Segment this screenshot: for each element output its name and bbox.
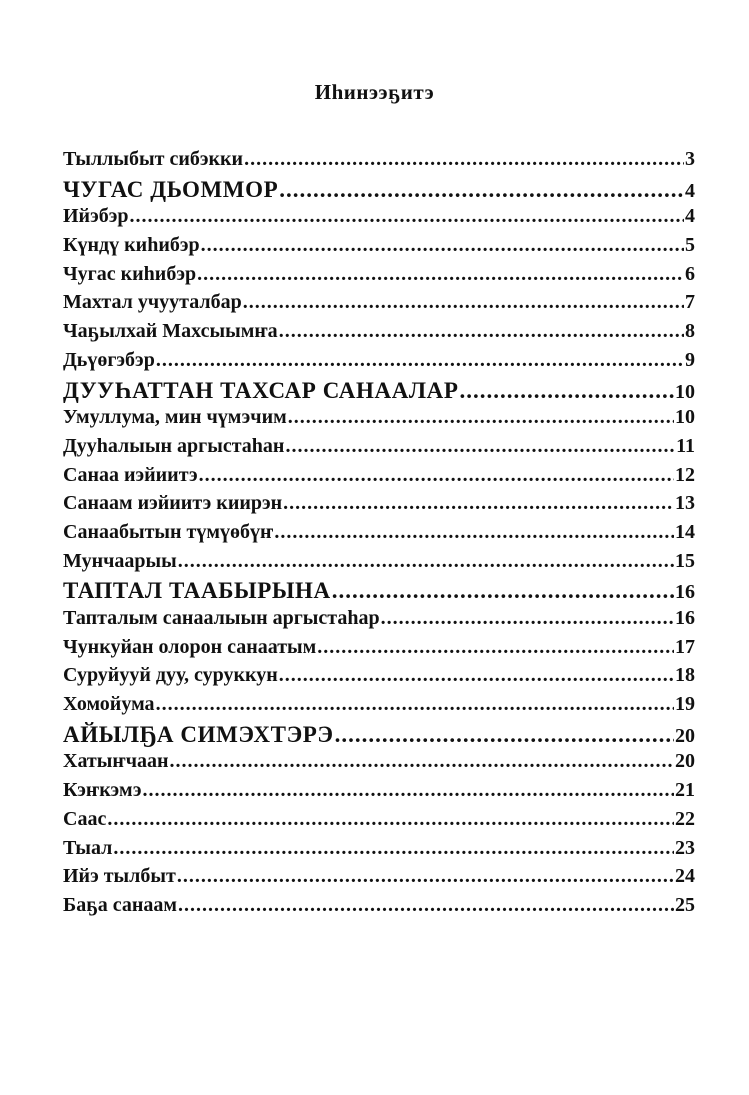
dot-leader bbox=[381, 607, 674, 630]
toc-page-number: 16 bbox=[675, 607, 695, 629]
toc-page-number: 14 bbox=[675, 520, 695, 543]
table-of-contents bbox=[63, 148, 695, 923]
toc-entry bbox=[63, 148, 695, 177]
dot-leader bbox=[317, 636, 674, 659]
toc-page-number: 18 bbox=[675, 664, 695, 687]
toc-section-heading bbox=[63, 177, 695, 206]
toc-entry-label: Махтал учууталбар bbox=[63, 291, 242, 314]
toc-page-number: 4 bbox=[685, 179, 695, 202]
toc-entry-label: ЧУГАС ДЬОММОР bbox=[63, 176, 279, 202]
dot-leader bbox=[197, 263, 684, 286]
toc-entry bbox=[63, 291, 695, 320]
toc-page-number: 6 bbox=[685, 262, 695, 285]
toc-entry-label: Суруйууй дуу, суруккун bbox=[63, 664, 278, 687]
toc-section-heading bbox=[63, 378, 695, 407]
toc-entry bbox=[63, 435, 695, 464]
toc-entry-label: Умуллума, мин чүмэчим bbox=[63, 406, 287, 429]
toc-entry-label: Тыллыбыт сибэкки bbox=[63, 148, 244, 170]
toc-entry-label: Дьүөгэбэр bbox=[63, 348, 155, 371]
toc-page-number: 24 bbox=[675, 865, 695, 888]
toc-page-number: 22 bbox=[675, 807, 695, 830]
toc-page-number: 10 bbox=[675, 380, 695, 403]
toc-entry-label: Санаабытын түмүөбүҥ bbox=[63, 520, 274, 543]
toc-entry bbox=[63, 320, 695, 349]
dot-leader bbox=[285, 435, 675, 458]
dot-leader bbox=[243, 291, 684, 314]
toc-entry-label: Баҕа санаам bbox=[63, 893, 178, 916]
toc-page-number: 21 bbox=[675, 779, 695, 802]
toc-entry-label: АЙЫЛҔА СИМЭХТЭРЭ bbox=[63, 721, 334, 747]
toc-entry-label: Тыал bbox=[63, 836, 113, 859]
toc-page-number: 10 bbox=[675, 406, 695, 429]
toc-entry-label: Чугас киһибэр bbox=[63, 262, 197, 285]
toc-entry bbox=[63, 263, 695, 292]
toc-page-number: 25 bbox=[675, 893, 695, 916]
toc-entry bbox=[63, 808, 695, 837]
toc-page-number: 12 bbox=[675, 463, 695, 486]
dot-leader bbox=[107, 808, 674, 831]
page-title: Иһинээҕитэ bbox=[314, 80, 435, 104]
toc-entry-label: ДУУҺАТТАН ТАХСАР САНААЛАР bbox=[63, 377, 459, 403]
toc-section-heading bbox=[63, 578, 695, 607]
toc-page-number: 5 bbox=[685, 234, 695, 257]
dot-leader bbox=[283, 492, 674, 515]
toc-page-number: 20 bbox=[675, 724, 695, 747]
toc-entry-label: Чункуйан олорон санаатым bbox=[63, 635, 317, 658]
toc-entry bbox=[63, 521, 695, 550]
dot-leader bbox=[332, 578, 674, 604]
toc-entry bbox=[63, 550, 695, 579]
dot-leader bbox=[244, 148, 684, 171]
dot-leader bbox=[130, 205, 685, 228]
toc-entry bbox=[63, 492, 695, 521]
toc-page-number: 20 bbox=[675, 750, 695, 773]
dot-leader bbox=[170, 750, 674, 773]
dot-leader bbox=[178, 894, 674, 917]
toc-entry-label: Чаҕылхай Махсыымҥа bbox=[63, 320, 278, 343]
dot-leader bbox=[142, 779, 674, 802]
toc-entry-label: Дууһалыын аргыстаһан bbox=[63, 434, 285, 457]
dot-leader bbox=[178, 550, 674, 573]
toc-entry bbox=[63, 865, 695, 894]
toc-page-number: 13 bbox=[675, 492, 695, 515]
dot-leader bbox=[274, 521, 674, 544]
toc-entry-label: Хатыҥчаан bbox=[63, 750, 169, 773]
dot-leader bbox=[177, 865, 674, 888]
toc-page-number: 17 bbox=[675, 635, 695, 658]
toc-entry-label: Хомойума bbox=[63, 693, 155, 716]
dot-leader bbox=[279, 664, 674, 687]
toc-page-number: 4 bbox=[685, 205, 695, 228]
dot-leader bbox=[288, 406, 674, 429]
dot-leader bbox=[460, 378, 674, 404]
toc-page-number: 3 bbox=[685, 148, 695, 170]
toc-entry bbox=[63, 750, 695, 779]
dot-leader bbox=[156, 693, 674, 716]
toc-page-number: 11 bbox=[676, 434, 695, 457]
toc-entry-label: Кэҥкэмэ bbox=[63, 779, 142, 802]
dot-leader bbox=[201, 234, 684, 257]
toc-entry-label: Санаа иэйиитэ bbox=[63, 463, 198, 486]
toc-entry-label: Санаам иэйиитэ киирэн bbox=[63, 492, 283, 515]
toc-page-number: 7 bbox=[685, 291, 695, 314]
toc-entry bbox=[63, 349, 695, 378]
toc-entry bbox=[63, 205, 695, 234]
toc-entry bbox=[63, 894, 695, 923]
dot-leader bbox=[279, 177, 684, 203]
toc-entry-label: Күндү киһибэр bbox=[63, 234, 200, 257]
toc-page-number: 16 bbox=[675, 581, 695, 604]
dot-leader bbox=[335, 722, 674, 748]
toc-page-number: 15 bbox=[675, 549, 695, 572]
toc-entry bbox=[63, 664, 695, 693]
toc-entry bbox=[63, 693, 695, 722]
toc-entry bbox=[63, 837, 695, 866]
toc-entry bbox=[63, 636, 695, 665]
toc-page-number: 23 bbox=[675, 836, 695, 859]
dot-leader bbox=[156, 349, 684, 372]
toc-entry bbox=[63, 464, 695, 493]
toc-entry-label: Ийэбэр bbox=[63, 205, 129, 228]
toc-entry-label: Саас bbox=[63, 807, 107, 830]
toc-entry bbox=[63, 779, 695, 808]
toc-entry bbox=[63, 234, 695, 263]
dot-leader bbox=[113, 837, 674, 860]
toc-page-number: 19 bbox=[675, 693, 695, 716]
toc-entry-label: Мунчаарыы bbox=[63, 549, 177, 572]
toc-entry bbox=[63, 607, 695, 636]
toc-page-number: 9 bbox=[685, 348, 695, 371]
toc-entry bbox=[63, 406, 695, 435]
dot-leader bbox=[199, 464, 674, 487]
toc-entry-label: Ийэ тылбыт bbox=[63, 865, 176, 888]
dot-leader bbox=[279, 320, 684, 343]
toc-section-heading bbox=[63, 722, 695, 751]
toc-entry-label: Тапталым санаалыын аргыстаһар bbox=[63, 607, 380, 629]
toc-page-number: 8 bbox=[685, 320, 695, 343]
toc-entry-label: ТАПТАЛ ТААБЫРЫНА bbox=[63, 578, 331, 604]
